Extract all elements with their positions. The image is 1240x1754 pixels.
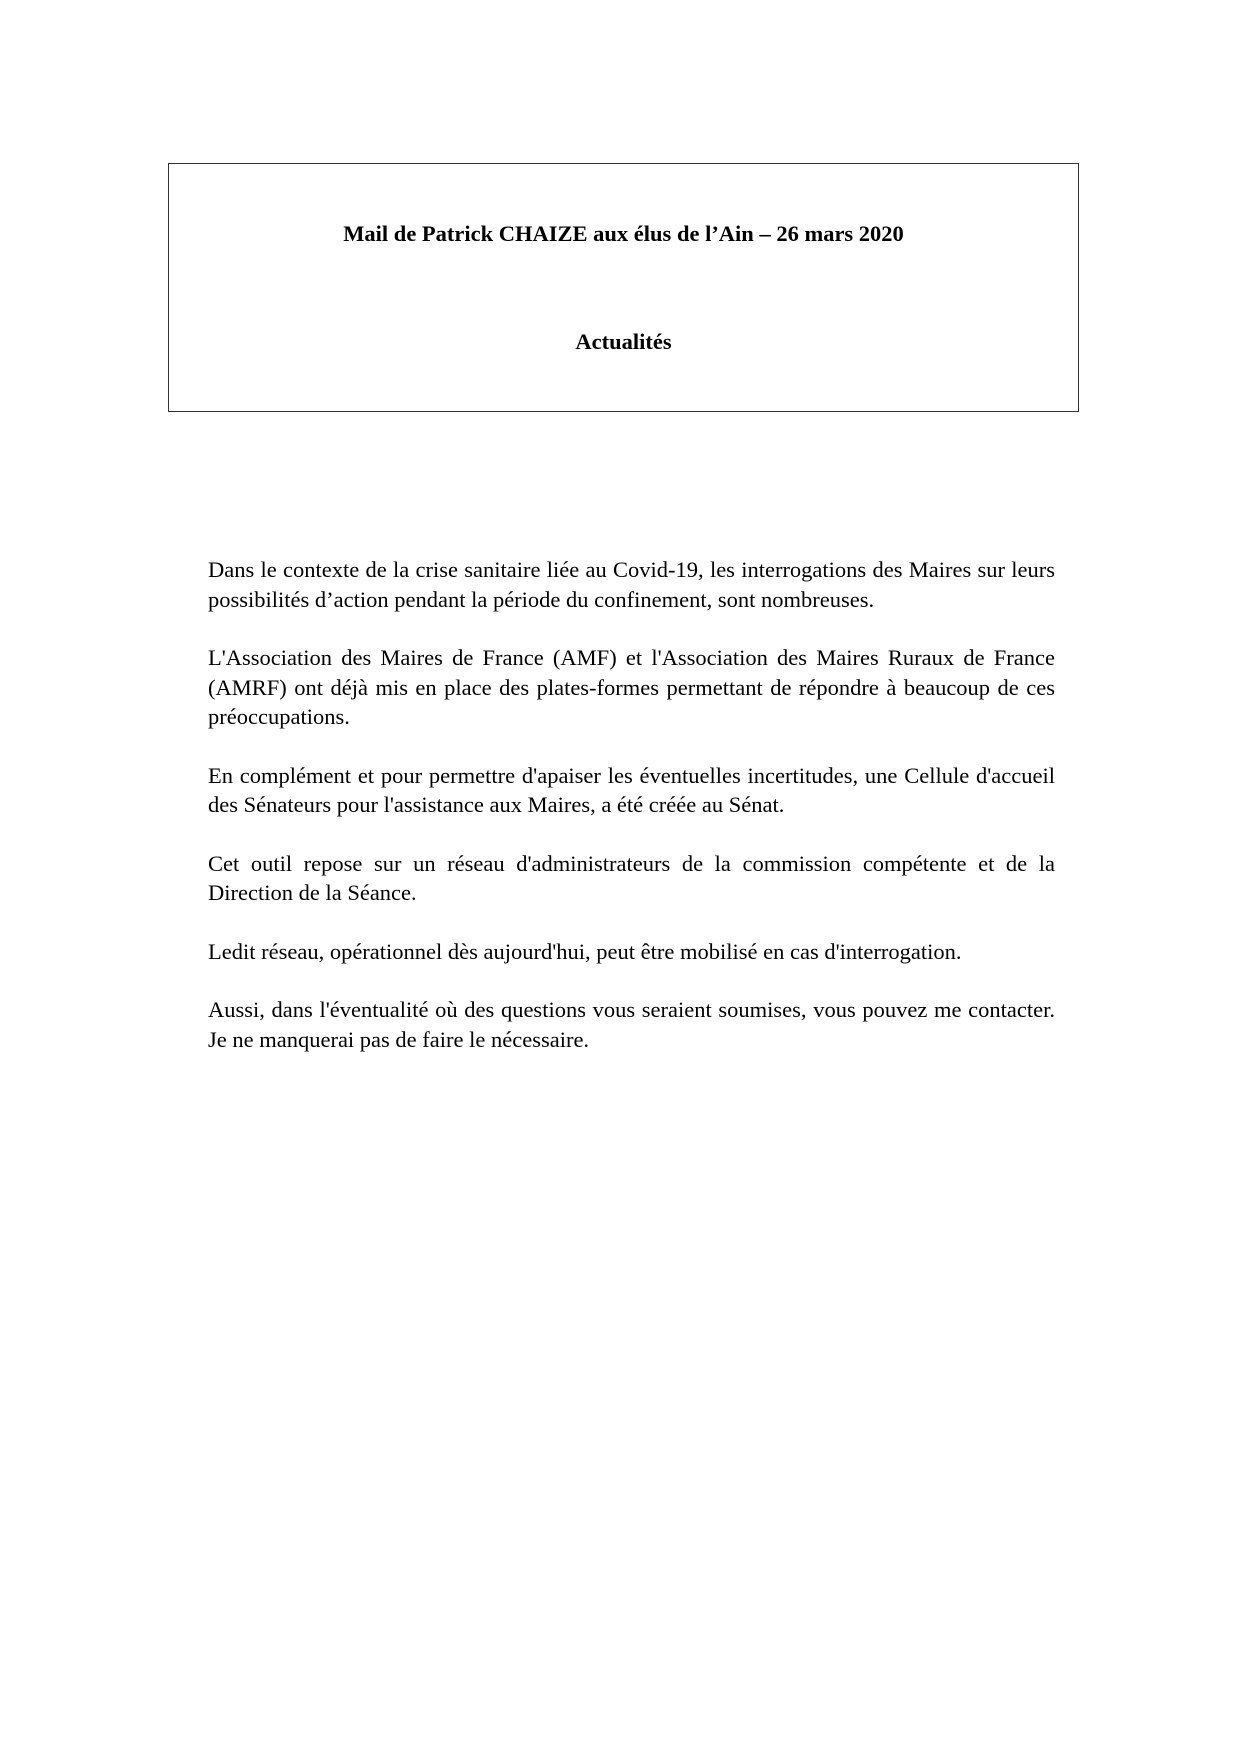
paragraph: Cet outil repose sur un réseau d'administrateurs de la commission compétente et de la Direction de la Séance.	[208, 850, 1055, 905]
paragraph: Ledit réseau, opérationnel dès aujourd'hui, peut être mobilisé en cas d'interrogation.	[208, 938, 962, 964]
document-title: Mail de Patrick CHAIZE aux élus de l’Ain – 26 mars 2020	[343, 221, 904, 246]
document-subtitle: Actualités	[575, 329, 672, 354]
paragraph: Aussi, dans l'éventualité où des questions vous seraient soumises, vous pouvez me contacter. Je ne manquerai pas de faire le nécessaire.	[208, 997, 1055, 1052]
paragraph: Dans le contexte de la crise sanitaire liée au Covid-19, les interrogations des Maires sur leurs possibilités d’action pendant la période du confinement, sont nombreuses.	[208, 557, 1055, 612]
body-text	[208, 555, 1055, 1083]
paragraph: En complément et pour permettre d'apaiser les éventuelles incertitudes, une Cellule d'accueil des Sénateurs pour l'assistance aux Maires, a été créée au Sénat.	[208, 762, 1055, 817]
paragraph: L'Association des Maires de France (AMF) et l'Association des Maires Ruraux de France (AMRF) ont déjà mis en place des plates-formes permettant de répondre à beaucoup de ces préoccupations.	[208, 645, 1055, 729]
header-box	[168, 163, 1079, 412]
